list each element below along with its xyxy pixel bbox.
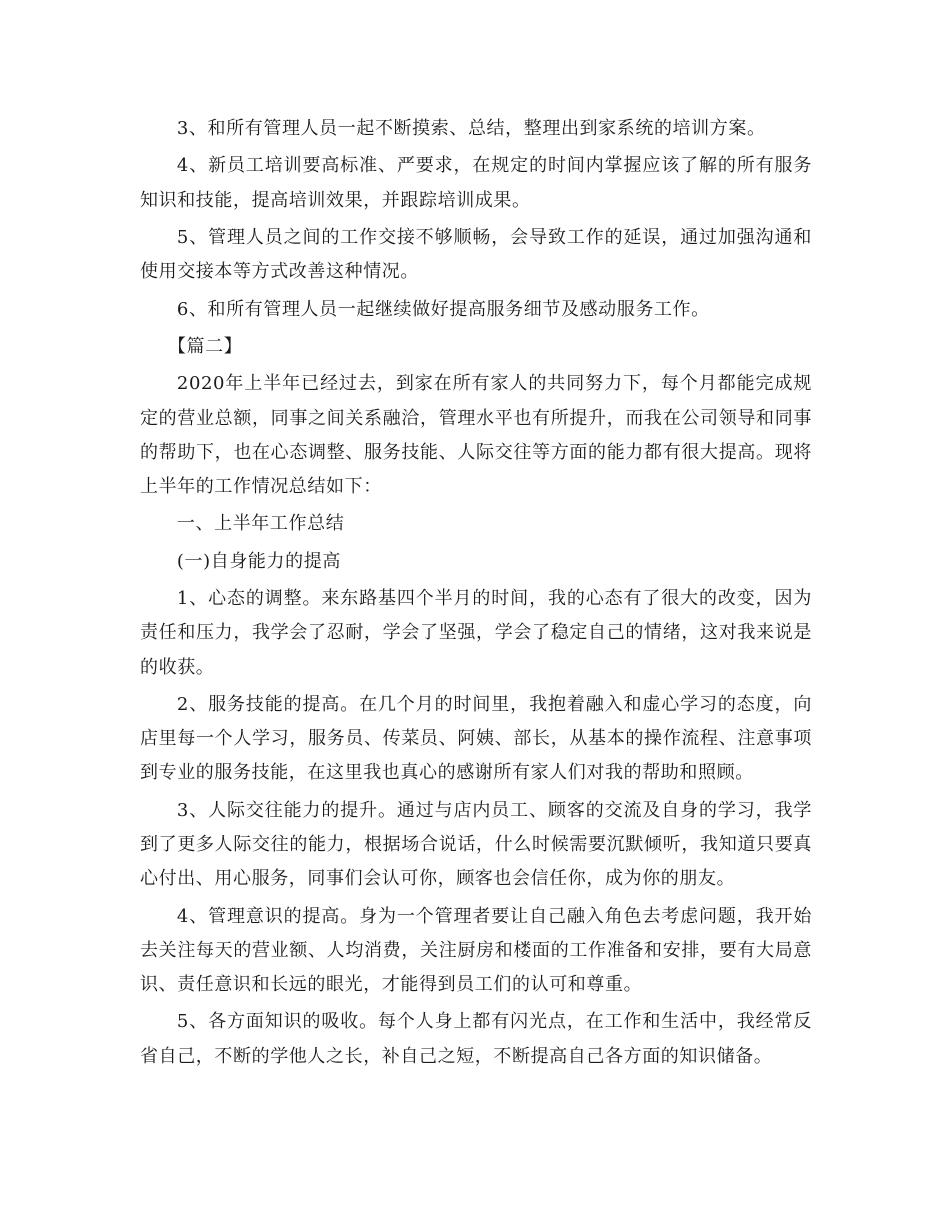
paragraph: 6、和所有管理人员一起继续做好提高服务细节及感动服务工作。	[176, 298, 710, 320]
paragraph: 5、各方面知识的吸收。每个人身上都有闪光点，在工作和生活中，我经常反省自己，不断的学他人之长，补自己之短，不断提高自己各方面的知识储备。	[140, 1011, 812, 1067]
paragraph: (一)自身能力的提高	[176, 550, 341, 572]
paragraph: 3、人际交往能力的提升。通过与店内员工、顾客的交流及自身的学习，我学到了更多人际交往的能力，根据场合说话，什么时候需要沉默倾听，我知道只要真心付出、用心服务，同事们会认可你，顾客也会信任你，成为你的朋友。	[140, 799, 812, 890]
paragraph: 3、和所有管理人员一起不断摸索、总结，整理出到家系统的培训方案。	[176, 118, 766, 139]
paragraph: 一、上半年工作总结	[176, 513, 345, 535]
paragraph: 1、心态的调整。来东路基四个半月的时间，我的心态有了很大的改变，因为责任和压力，我学会了忍耐，学会了坚强，学会了稳定自己的情绪，这对我来说是的收获。	[140, 588, 812, 678]
section-heading: 【篇二】	[167, 335, 243, 357]
paragraph: 4、新员工培训要高标准、严要求，在规定的时间内掌握应该了解的所有服务知识和技能，提高培训效果，并跟踪培训成果。	[140, 155, 812, 211]
paragraph: 4、管理意识的提高。身为一个管理者要让自己融入角色去考虑问题，我开始去关注每天的营业额、人均消费，关注厨房和楼面的工作准备和安排，要有大局意识、责任意识和长远的眼光，才能得到员工们的认可和尊重。	[140, 905, 812, 995]
paragraph: 2020年上半年已经过去，到家在所有家人的共同努力下，每个月都能完成规定的营业总额，同事之间关系融洽，管理水平也有所提升，而我在公司领导和同事的帮助下，也在心态调整、服务技能、人际交往等方面的能力都有很大提高。现将上半年的工作情况总结如下：	[140, 373, 812, 497]
paragraph: 2、服务技能的提高。在几个月的时间里，我抱着融入和虚心学习的态度，向店里每一个人学习，服务员、传菜员、阿姨、部长，从基本的操作流程、注意事项到专业的服务技能，在这里我也真心的感谢所有家人们对我的帮助和照顾。	[140, 693, 812, 784]
document-body	[140, 112, 812, 1077]
paragraph: 5、管理人员之间的工作交接不够顺畅，会导致工作的延误，通过加强沟通和使用交接本等方式改善这种情况。	[140, 226, 812, 283]
